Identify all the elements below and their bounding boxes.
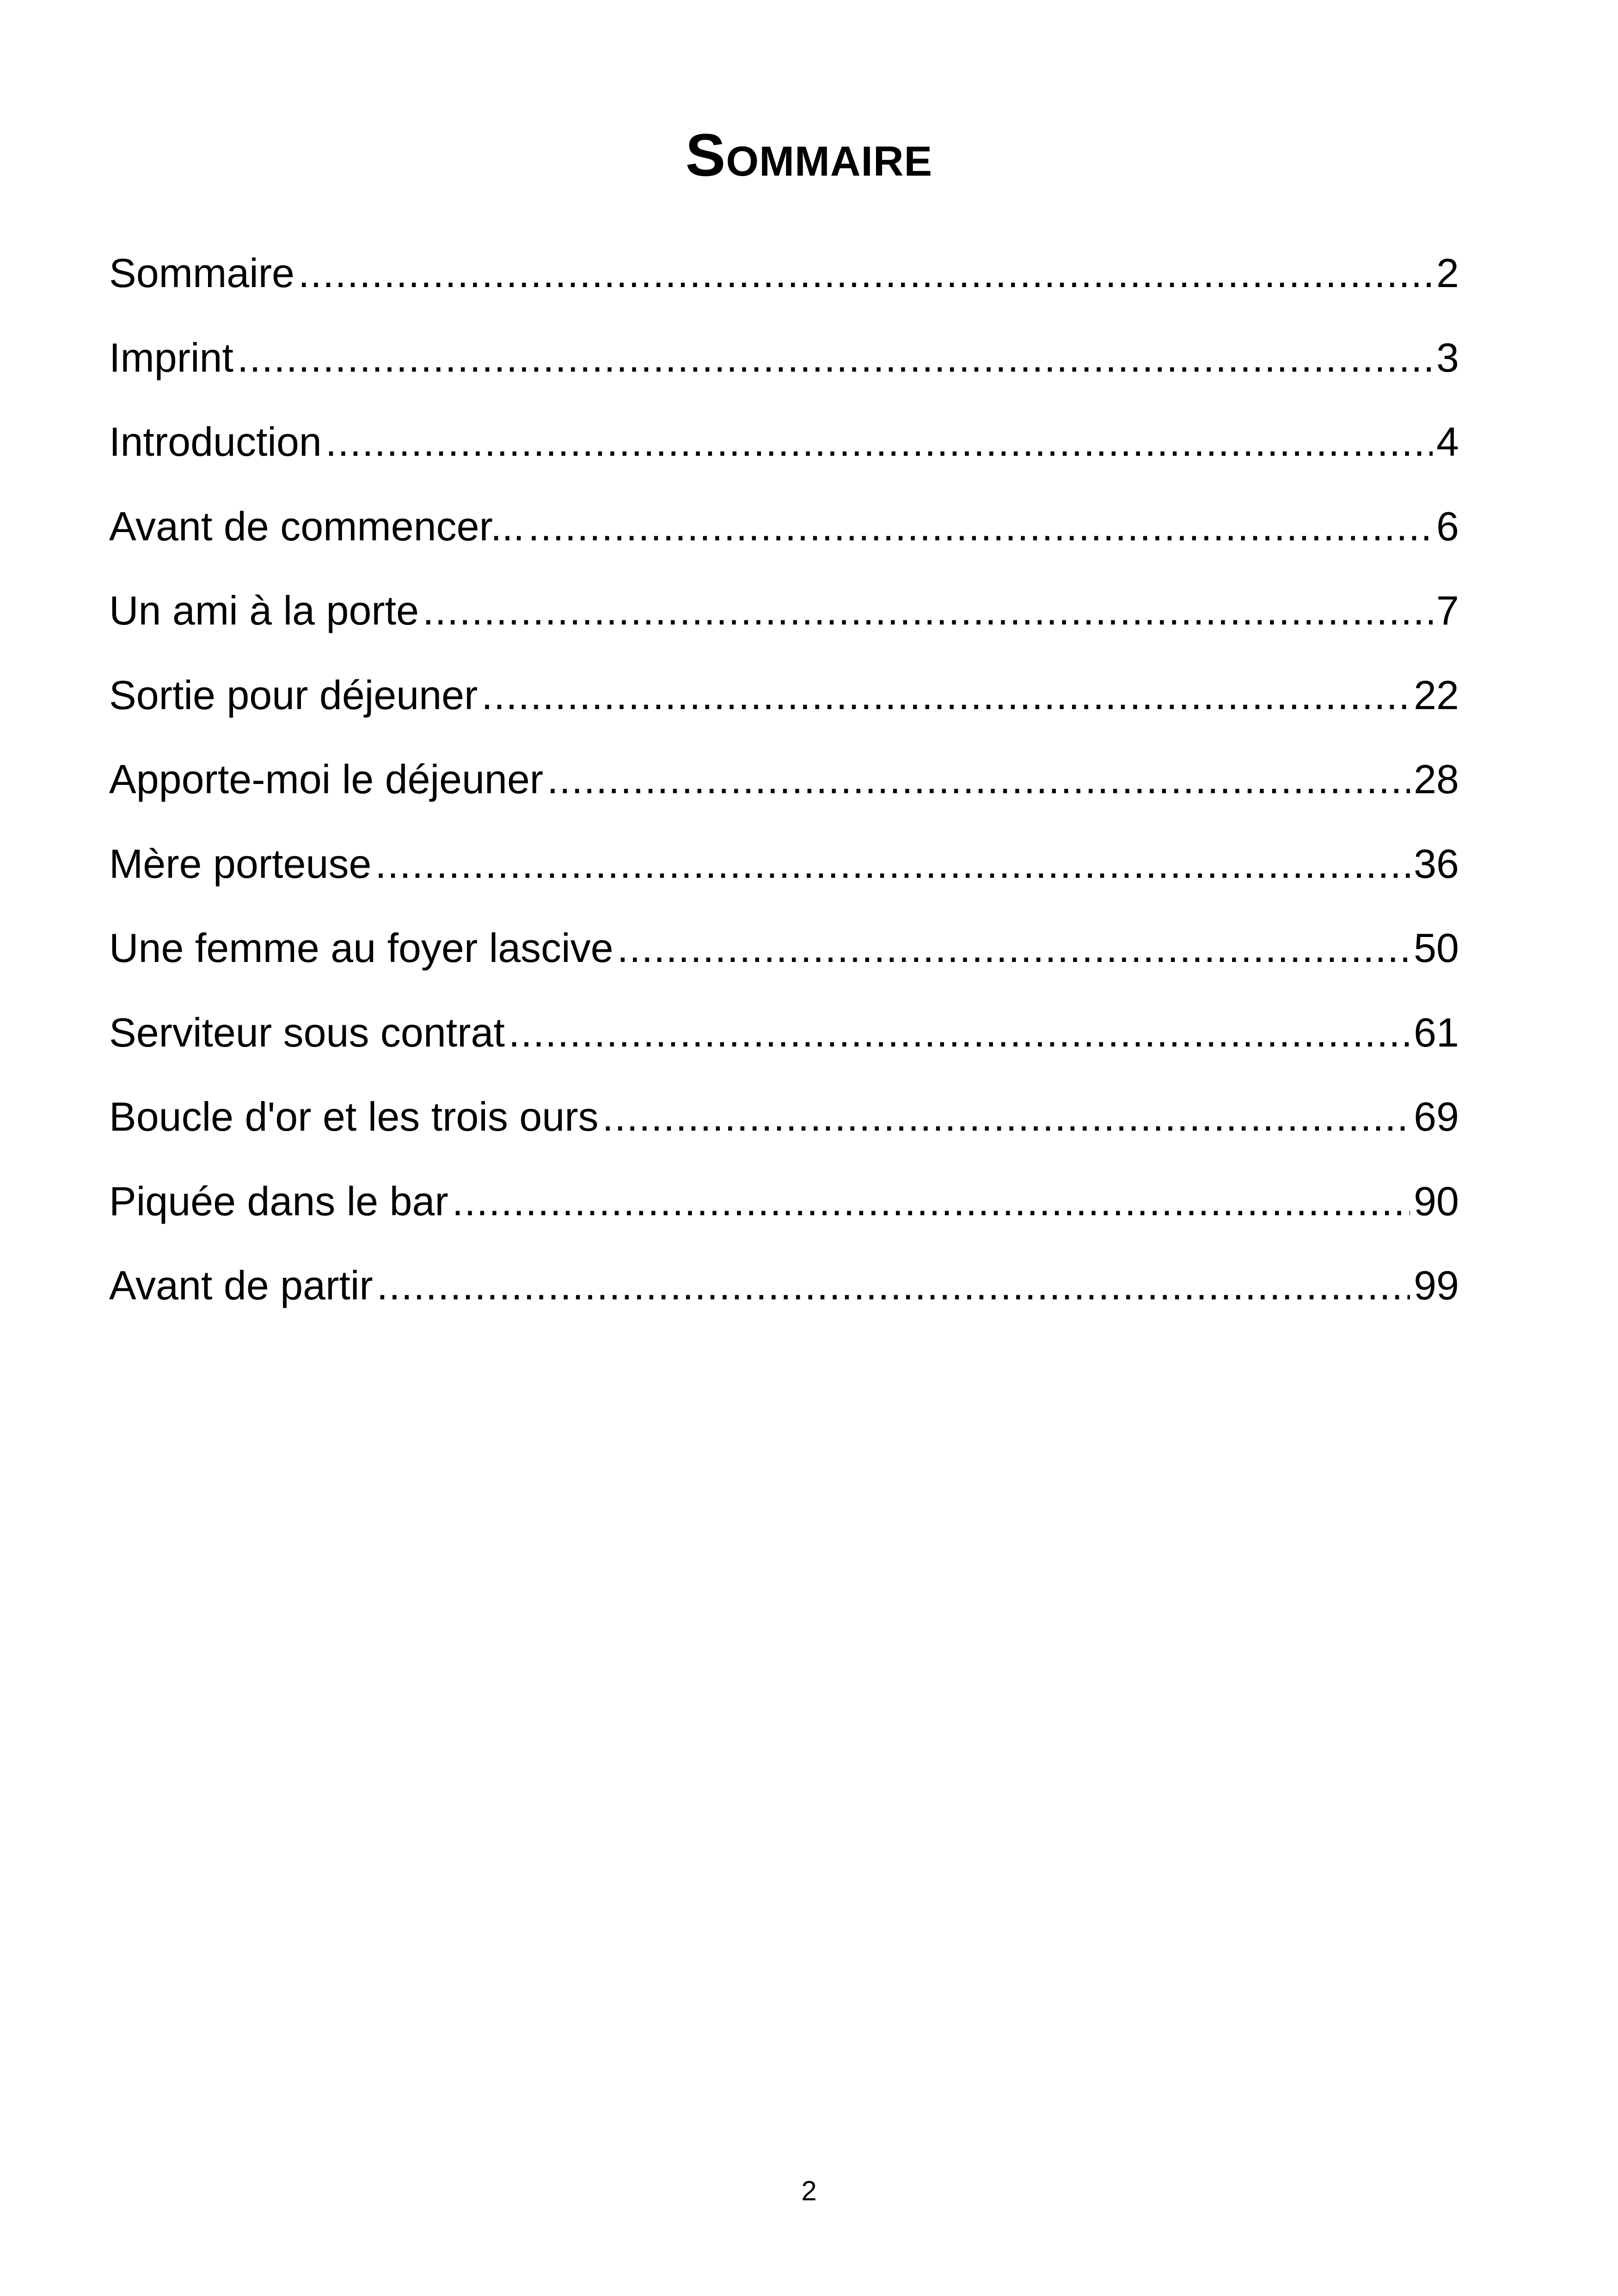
toc-entry-page: 99: [1414, 1262, 1459, 1308]
toc-entry[interactable]: [109, 737, 1459, 822]
table-of-contents: [109, 231, 1459, 1328]
toc-dot-leader: [377, 1243, 1410, 1328]
toc-entry-label: Un ami à la porte: [109, 588, 419, 633]
toc-dot-leader: [375, 822, 1410, 906]
toc-entry[interactable]: [109, 1075, 1459, 1159]
toc-entry[interactable]: [109, 906, 1459, 991]
toc-entry[interactable]: [109, 569, 1459, 653]
toc-entry-label: Avant de partir: [109, 1262, 373, 1308]
toc-entry-page: 22: [1414, 672, 1459, 718]
toc-entry-label: Serviteur sous contrat: [109, 1009, 505, 1055]
toc-entry[interactable]: [109, 484, 1459, 569]
toc-entry-page: 2: [1436, 250, 1459, 296]
toc-entry-page: 50: [1414, 925, 1459, 971]
page-number: 2: [801, 2175, 817, 2206]
toc-dot-leader: [325, 400, 1433, 484]
toc-entry-label: Sommaire: [109, 250, 294, 296]
toc-dot-leader: [298, 231, 1433, 316]
toc-dot-leader: [528, 484, 1433, 569]
page-title: Sommaire: [685, 121, 933, 189]
toc-dot-leader: [547, 737, 1410, 822]
toc-entry-label: Apporte-moi le déjeuner: [109, 756, 544, 802]
toc-entry-page: 28: [1414, 756, 1459, 802]
toc-entry-label: Introduction: [109, 419, 322, 465]
toc-entry-page: 36: [1414, 840, 1459, 887]
toc-entry-page: 90: [1414, 1178, 1459, 1224]
toc-entry-label: Boucle d'or et les trois ours: [109, 1094, 599, 1139]
toc-dot-leader: [481, 653, 1410, 738]
toc-dot-leader: [237, 316, 1433, 400]
toc-entry[interactable]: [109, 1243, 1459, 1328]
toc-entry[interactable]: [109, 1159, 1459, 1244]
toc-entry[interactable]: [109, 400, 1459, 484]
toc-entry-label: Imprint: [109, 334, 233, 380]
toc-entry-label: Sortie pour déjeuner: [109, 672, 478, 718]
toc-dot-leader: [617, 906, 1410, 991]
toc-entry-page: 61: [1414, 1009, 1459, 1055]
toc-entry-label: Piquée dans le bar: [109, 1178, 448, 1224]
toc-entry-label: Mère porteuse: [109, 840, 372, 887]
toc-dot-leader: [602, 1075, 1410, 1159]
toc-entry[interactable]: [109, 822, 1459, 906]
toc-entry-label: Une femme au foyer lascive: [109, 925, 613, 971]
toc-entry-label: Avant de commencer...: [109, 503, 525, 549]
toc-entry-page: 69: [1414, 1094, 1459, 1139]
toc-dot-leader: [452, 1159, 1410, 1244]
toc-entry[interactable]: [109, 991, 1459, 1075]
toc-dot-leader: [423, 569, 1433, 653]
toc-entry[interactable]: [109, 316, 1459, 400]
toc-entry[interactable]: [109, 231, 1459, 316]
toc-entry-page: 3: [1436, 334, 1459, 380]
toc-entry-page: 7: [1436, 588, 1459, 633]
toc-entry[interactable]: [109, 653, 1459, 738]
toc-entry-page: 4: [1436, 419, 1459, 465]
toc-entry-page: 6: [1436, 503, 1459, 549]
toc-dot-leader: [509, 991, 1410, 1075]
